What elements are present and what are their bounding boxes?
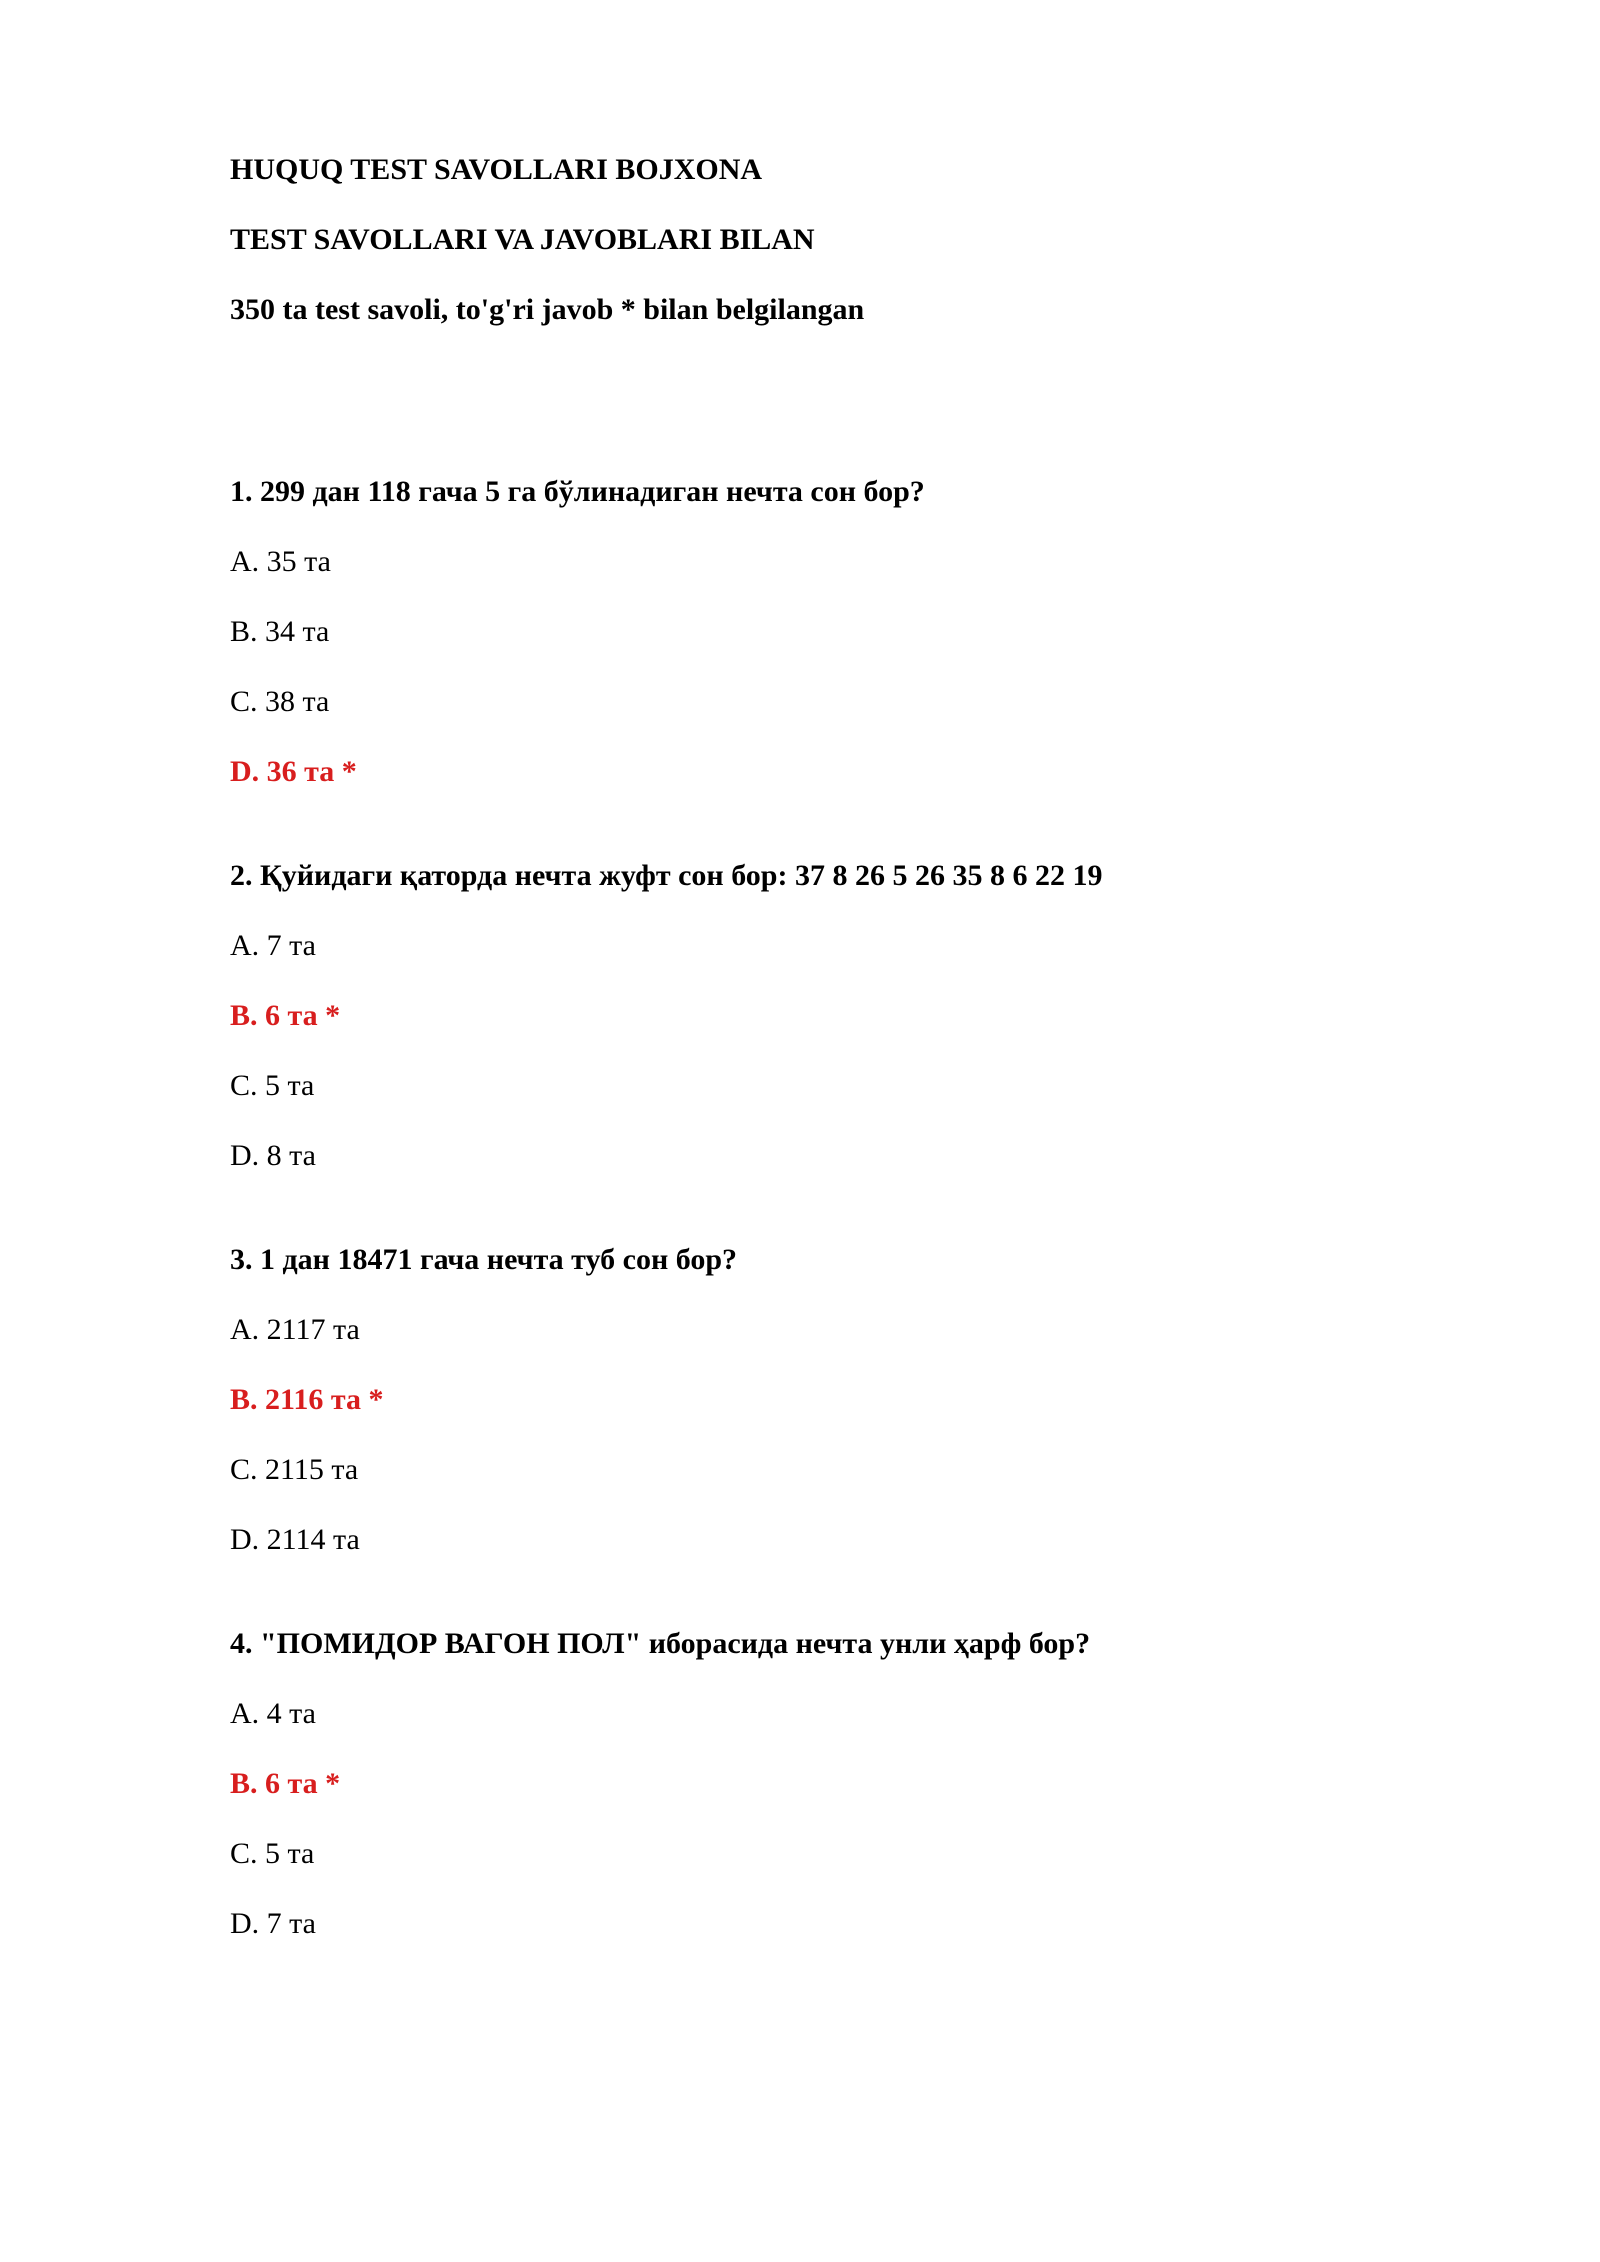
document-subtitle: TEST SAVOLLARI VA JAVOBLARI BILAN — [230, 223, 815, 256]
answer-option-c: C. 5 та — [230, 1069, 315, 1102]
answer-option-a: A. 2117 та — [230, 1313, 360, 1346]
answer-option-a: A. 4 та — [230, 1697, 316, 1730]
answer-option-b: B. 6 та * — [230, 999, 341, 1032]
answer-option-b: B. 34 та — [230, 615, 330, 648]
page-content — [230, 150, 1430, 2008]
answer-option-d: D. 8 та — [230, 1139, 316, 1172]
answer-option-c: C. 5 та — [230, 1837, 315, 1870]
answer-option-d: D. 36 та * — [230, 755, 357, 788]
question-text: 4. "ПОМИДОР ВАГОН ПОЛ" иборасида нечта унли ҳарф бор? — [230, 1627, 1091, 1660]
question-list — [230, 472, 1430, 1944]
document-title: HUQUQ TEST SAVOLLARI BOJXONA — [230, 153, 763, 186]
answer-option-a: A. 35 та — [230, 545, 331, 578]
answer-option-c: C. 38 та — [230, 685, 330, 718]
question-1 — [230, 472, 1430, 792]
answer-option-d: D. 2114 та — [230, 1523, 360, 1556]
document-note: 350 ta test savoli, to'g'ri javob * bilan belgilangan — [230, 293, 865, 326]
answer-option-b: B. 2116 та * — [230, 1383, 384, 1416]
answer-option-d: D. 7 та — [230, 1907, 316, 1940]
answer-option-b: B. 6 та * — [230, 1767, 341, 1800]
answer-option-a: A. 7 та — [230, 929, 316, 962]
question-text: 3. 1 дан 18471 гача нечта туб сон бор? — [230, 1243, 738, 1276]
question-4 — [230, 1624, 1430, 1944]
question-3 — [230, 1240, 1430, 1560]
question-2 — [230, 856, 1430, 1176]
question-text: 2. Қуйидаги қаторда нечта жуфт сон бор: 37 8 26 5 26 35 8 6 22 19 — [230, 859, 1103, 892]
question-text: 1. 299 дан 118 гача 5 га бўлинадиган нечта сон бор? — [230, 475, 925, 508]
answer-option-c: C. 2115 та — [230, 1453, 359, 1486]
